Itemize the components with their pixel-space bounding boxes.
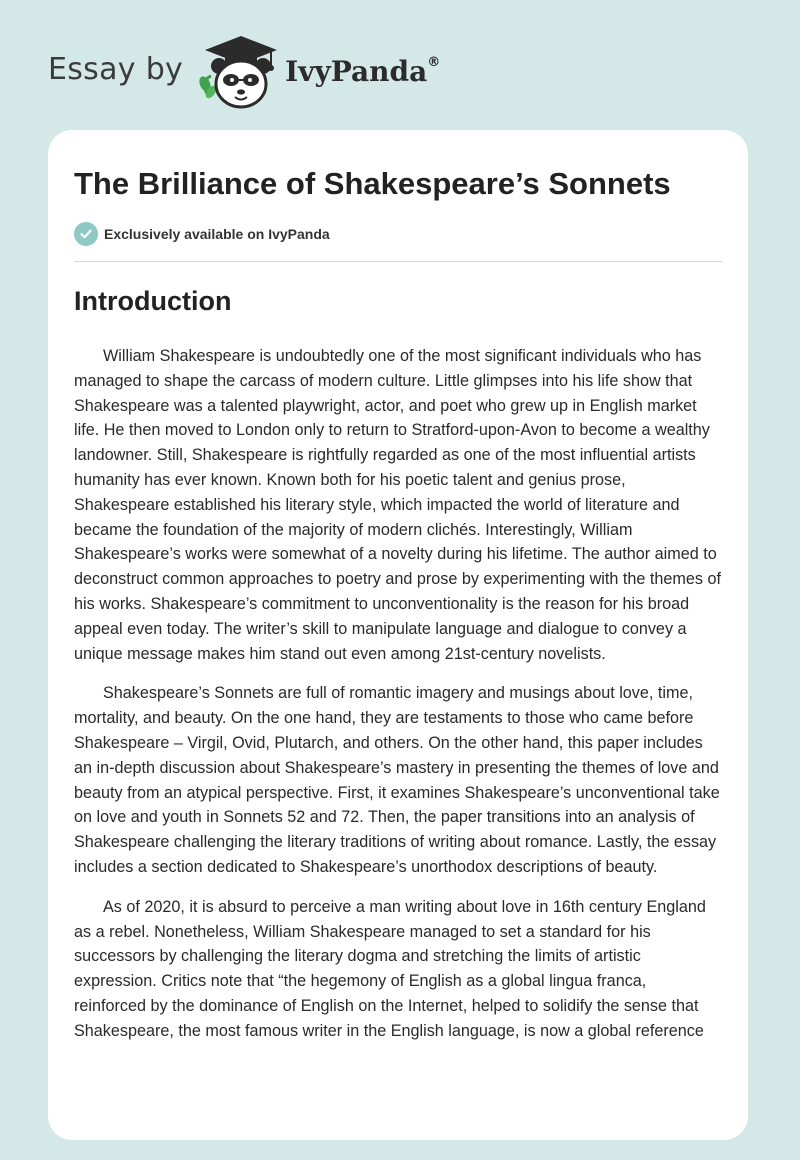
essay-body [74,344,722,1059]
site-header [48,32,440,112]
check-circle-icon [74,222,98,246]
paragraph: Shakespeare’s Sonnets are full of romantic imagery and musings about love, time, mortality, and beauty. On the one hand, they are testaments to those who came before Shakespeare – Virgil, Ovid, Plutarch, and others. On the other hand, this paper includes an in-depth discussion about Shakespeare’s mastery in presenting the themes of love and beauty from an atypical perspective. First, it examines Shakespeare’s unconventional take on love and youth in Sonnets 52 and 72. Then, the paper transitions into an analysis of Shakespeare challenging the literary traditions of writing about romance. Lastly, the essay includes a section dedicated to Shakespeare’s unorthodox descriptions of beauty. [74,684,720,876]
essay-title: The Brilliance of Shakespeare’s Sonnets [74,166,671,201]
brand-name: IvyPanda [285,54,428,88]
paragraph: William Shakespeare is undoubtedly one of the most significant individuals who has managed to shape the carcass of modern culture. Little glimpses into his life show that Shakespeare was a talented playwright, actor, and poet who grew up in English market life. He then moved to London only to return to Stratford-upon-Avon to become a wealthy landowner. Still, Shakespeare is rightfully regarded as one of the most influential artists humanity has ever known. Known both for his poetic talent and genius prose, Shakespeare established his literary style, which impacted the world of literature and became the foundation of the majority of modern clichés. Interestingly, William Shakespeare’s works were somewhat of a novelty during his lifetime. The author aimed to deconstruct common approaches to poetry and prose by experimenting with the themes of his works. Shakespeare’s commitment to unconventionality is the reason for his broad appeal even today. The writer’s skill to manipulate language and dialogue to convey a unique message makes him stand out even among 21st-century novelists. [74,347,721,663]
exclusive-badge [74,222,330,246]
exclusive-badge-text: Exclusively available on IvyPanda [104,226,330,242]
essay-card [48,130,748,1140]
brand-logo[interactable] [285,55,440,88]
registered-mark: ® [427,55,441,71]
essay-by-label: Essay by [48,51,184,87]
paragraph: As of 2020, it is absurd to perceive a man writing about love in 16th century England as a rebel. Nonetheless, William Shakespeare managed to set a standard for his successors by challenging the literary dogma and stretching the limits of artistic expression. Critics note that “the hegemony of English as a global lingua franca, reinforced by the dominance of English on the Internet, helped to solidify the sense that Shakespeare, the most famous writer in the English language, is now a global reference [74,897,706,1040]
section-heading-introduction: Introduction [74,286,232,316]
title-divider [74,261,722,262]
panda-graduate-logo-icon[interactable] [197,32,281,112]
